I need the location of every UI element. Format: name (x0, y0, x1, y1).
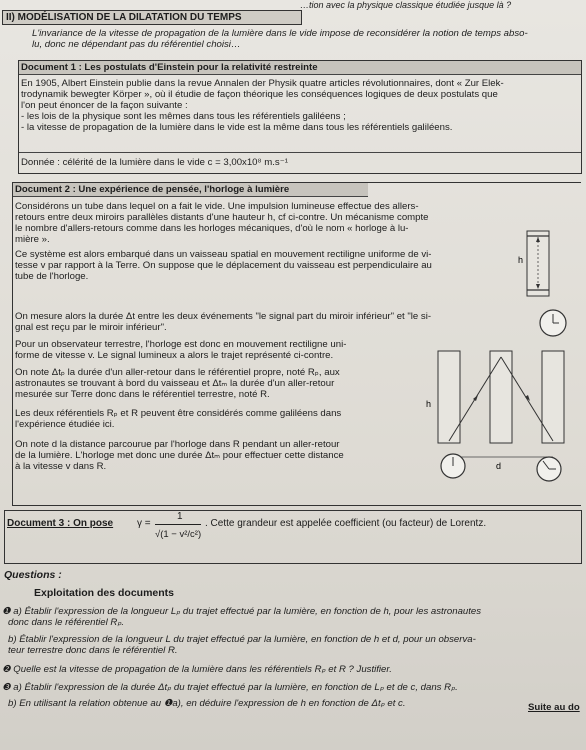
doc2-p7: On note d la distance parcourue par l'horloge dans R pendant un aller-retour (15, 439, 340, 450)
doc2-p7: à la vitesse v dans R. (15, 461, 107, 472)
question-item: teur terrestre donc dans le référentiel R. (8, 645, 178, 656)
light-clock-figure (515, 228, 585, 340)
doc2-p5: mesurée sur Terre donc dans le référentiel terrestre, noté R. (15, 389, 270, 400)
question-item: b) Établir l'expression de la longueur L du trajet effectué par la lumière, en fonction de h et d, pour un observa- (8, 634, 476, 645)
document-1-title: Document 1 : Les postulats d'Einstein pour la relativité restreinte (21, 62, 318, 73)
doc1-line: trodynamik bewegter Körper », où il étudie de façon théorique les conséquences logiques de deux postulats que (21, 89, 498, 100)
moving-clock-figure (418, 345, 586, 485)
questions-heading: Questions : (4, 569, 62, 581)
doc2-p1: le nombre d'allers-retours comme dans les horloges mécaniques, d'où le nom « horloge à lu- (15, 223, 409, 234)
doc2-p2: tube de l'horloge. (15, 271, 89, 282)
gamma-symbol: γ = (137, 518, 151, 529)
doc1-line: l'on peut énoncer de la façon suivante : (21, 100, 188, 111)
doc2-p1: Considérons un tube dans lequel on a fait le vide. Une impulsion lumineuse effectue des allers- (15, 201, 419, 212)
doc2-p6: Les deux référentiels Rₚ et R peuvent être considérés comme galiléens dans (15, 408, 342, 419)
figure-d-label: d (496, 461, 502, 471)
doc2-p7: de la lumière. L'horloge met donc une durée Δtₘ pour effectuer cette distance (15, 450, 344, 461)
question-item: ❸ a) Établir l'expression de la durée Δtₚ du trajet effectué par la lumière, en fonction de Lₚ et de c, dans Rₚ. (2, 682, 458, 693)
document-3-box (4, 510, 582, 564)
doc3-prefix: Document 3 : On pose (7, 518, 114, 529)
questions-subheading: Exploitation des documents (34, 587, 175, 599)
fraction-denominator: √(1 − v²/c²) (155, 529, 202, 540)
question-item: ❶ a) Établir l'expression de la longueur Lₚ du trajet effectué par la lumière, en fonction de h, pour les astronautes (2, 606, 482, 617)
doc2-p1: retours entre deux miroirs parallèles distants d'une hauteur h, cf ci-contre. Un mécanisme compte (15, 212, 429, 223)
doc2-p2: tesse v par rapport à la Terre. On suppose que le déplacement du vaisseau est perpendiculaire au (15, 260, 432, 271)
intro-line-2: lu, donc ne dépendant pas du référentiel choisi… (32, 39, 241, 50)
doc2-p3: gnal est reçu par le miroir inférieur". (15, 322, 167, 333)
doc1-line: En 1905, Albert Einstein publie dans la revue Annalen der Physik quatre articles révolutionnaires, dont « Zur Elek- (21, 78, 504, 89)
doc3-suffix: . Cette grandeur est appelée coefficient (ou facteur) de Lorentz. (205, 518, 487, 529)
next-page-link[interactable]: Suite au do (528, 702, 580, 713)
fraction-numerator: 1 (177, 511, 183, 522)
doc2-p5: On note Δtₚ la durée d'un aller-retour dans le référentiel propre, noté Rₚ, aux (15, 367, 340, 378)
document-2-title: Document 2 : Une expérience de pensée, l'horloge à lumière (15, 184, 290, 195)
doc2-p2: Ce système est alors embarqué dans un vaisseau spatial en mouvement rectiligne uniforme de vi- (15, 249, 432, 260)
doc2-p4: Pour un observateur terrestre, l'horloge est donc en mouvement rectiligne uni- (15, 339, 347, 350)
doc2-p5: astronautes se trouvant à bord du vaisseau et Δtₘ la durée d'un aller-retour (15, 378, 335, 389)
doc2-p1: mière ». (15, 234, 50, 245)
top-fragment: …tion avec la physique classique étudiée jusque là ? (300, 0, 512, 10)
question-item: b) En utilisant la relation obtenue au ❶a), en déduire l'expression de h en fonction de Δtₚ et c. (8, 698, 406, 709)
doc1-line: - les lois de la physique sont les mêmes dans tous les référentiels galiléens ; (21, 111, 346, 122)
document-1-box (18, 60, 582, 174)
section-title: II) MODÉLISATION DE LA DILATATION DU TEMPS (6, 12, 242, 23)
intro-line-1: L'invariance de la vitesse de propagation de la lumière dans le vide impose de reconsidérer la notion de temps abso- (32, 28, 528, 39)
moving-h-label: h (426, 399, 432, 409)
doc2-p3: On mesure alors la durée Δt entre les deux événements "le signal part du miroir inférieur" et "le si- (15, 311, 432, 322)
figure-h-label: h (518, 255, 524, 265)
doc1-data: Donnée : célérité de la lumière dans le vide c = 3,00x10⁸ m.s⁻¹ (21, 157, 288, 168)
question-item: ❷ Quelle est la vitesse de propagation de la lumière dans les référentiels Rₚ et R ? Justifier. (2, 664, 392, 675)
question-item: donc dans le référentiel Rₚ. (8, 617, 125, 628)
section-header (2, 10, 302, 25)
doc1-line: - la vitesse de propagation de la lumière dans le vide est la même dans tous les référentiels galiléens. (21, 122, 453, 133)
doc2-p4: forme de vitesse v. Le signal lumineux a alors le trajet représenté ci-contre. (15, 350, 334, 361)
doc2-p6: l'expérience étudiée ici. (15, 419, 115, 430)
